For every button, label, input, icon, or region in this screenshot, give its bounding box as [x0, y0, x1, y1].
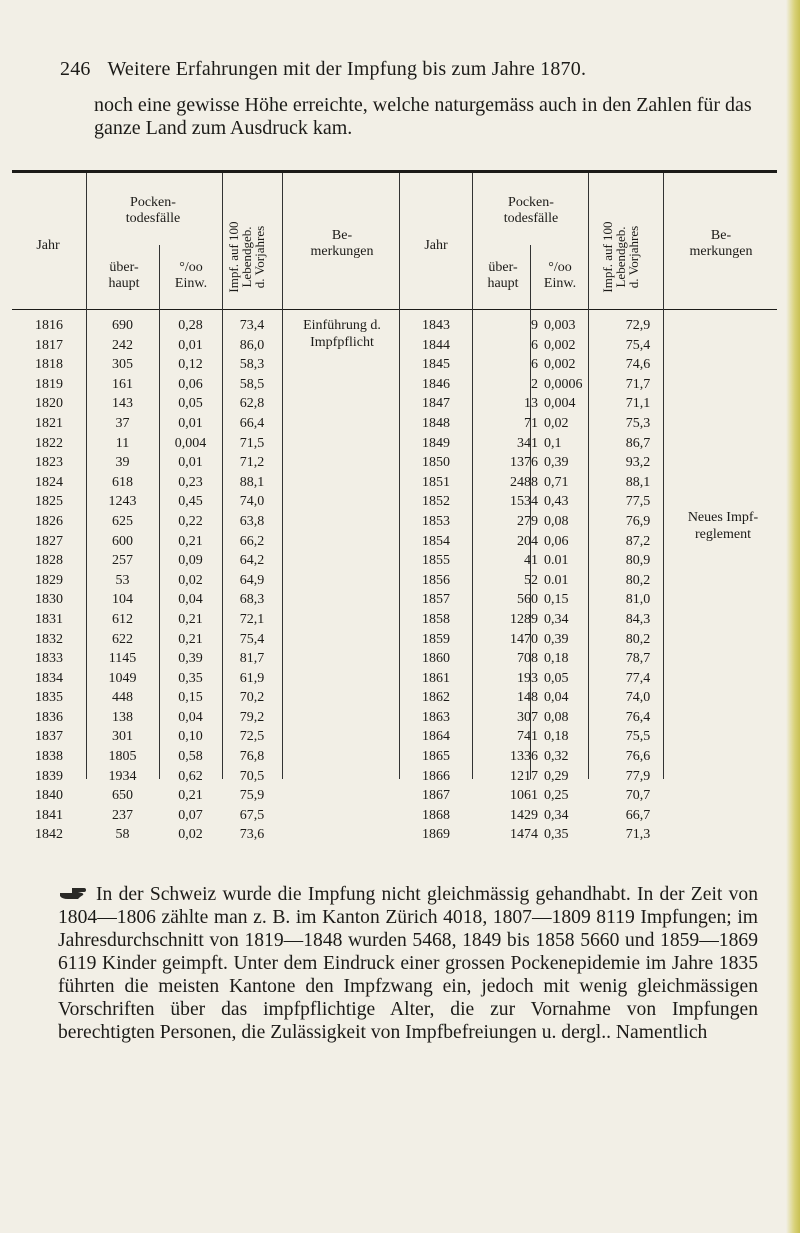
deaths-total-cell: 560: [517, 592, 538, 608]
year-cell: 1864: [422, 729, 450, 745]
deaths-permille-cell: 0,02: [178, 572, 203, 588]
deaths-total-cell: 242: [112, 337, 133, 353]
deaths-total-cell: 341: [517, 435, 538, 451]
deaths-total-cell: 53: [115, 572, 130, 588]
table-row: [12, 414, 777, 434]
deaths-permille-cell: 0,62: [178, 768, 203, 784]
vaccination-rate-cell: 93,2: [625, 455, 651, 471]
table-row: [12, 825, 777, 845]
header-abs-right: über- haupt: [487, 260, 519, 291]
vaccination-rate-cell: 86,7: [625, 435, 651, 451]
running-title: Weitere Erfahrungen mit der Impfung bis zum Jahre 1870.: [107, 58, 587, 80]
header-year-left: Jahr: [36, 238, 60, 253]
deaths-permille-cell: 0,39: [544, 455, 569, 471]
year-cell: 1851: [422, 474, 450, 490]
year-cell: 1855: [422, 553, 450, 569]
deaths-permille-cell: 0,04: [178, 709, 203, 725]
year-cell: 1842: [35, 827, 63, 843]
vaccination-rate-cell: 74,6: [625, 357, 651, 373]
deaths-permille-cell: 0,25: [544, 788, 569, 804]
vaccination-rate-cell: 88,1: [239, 474, 265, 490]
deaths-permille-cell: 0,22: [178, 513, 203, 529]
deaths-permille-cell: 0,08: [544, 513, 569, 529]
year-cell: 1843: [422, 318, 450, 333]
deaths-permille-cell: 0,05: [178, 396, 203, 412]
deaths-permille-cell: 0,02: [178, 827, 203, 843]
deaths-permille-cell: 0,28: [178, 318, 203, 333]
deaths-permille-cell: 0,43: [544, 494, 569, 510]
table-row: [12, 649, 777, 669]
vaccination-rate-cell: 76,6: [625, 749, 651, 765]
year-cell: 1841: [35, 807, 63, 823]
year-cell: 1837: [35, 729, 63, 745]
deaths-permille-cell: 0,15: [178, 690, 203, 706]
intro-paragraph: noch eine gewisse Höhe erreichte, welche naturgemäss auch in den Zahlen für das ganze Land zum Ausdruck kam.: [94, 94, 752, 139]
deaths-permille-cell: 0.01: [544, 553, 569, 569]
deaths-permille-cell: 0,18: [544, 651, 569, 667]
year-cell: 1853: [422, 513, 450, 529]
deaths-permille-cell: 0,45: [178, 494, 203, 510]
deaths-permille-cell: 0,32: [544, 749, 569, 765]
page-edge: [786, 0, 800, 1233]
deaths-permille-cell: 0,01: [178, 337, 203, 353]
vaccination-rate-cell: 61,9: [239, 670, 265, 686]
table-row: [12, 630, 777, 650]
deaths-permille-cell: 0,15: [544, 592, 569, 608]
deaths-total-cell: 1145: [108, 651, 137, 667]
deaths-total-cell: 37: [115, 415, 130, 431]
vaccination-rate-cell: 87,2: [625, 533, 651, 549]
header-vacc-right: Impf. auf 100 Lebendgeb. d. Vorjahres: [600, 221, 641, 293]
year-cell: 1865: [422, 749, 450, 765]
year-cell: 1832: [35, 631, 63, 647]
deaths-total-cell: 9: [531, 318, 538, 333]
table-row: [12, 434, 777, 454]
deaths-total-cell: 1376: [510, 455, 538, 471]
vaccination-rate-cell: 80,9: [625, 553, 651, 569]
vaccination-rate-cell: 79,2: [239, 709, 265, 725]
year-cell: 1821: [35, 415, 63, 431]
deaths-total-cell: 307: [517, 709, 538, 725]
table-row: [12, 394, 777, 414]
header-remarks-left: Be- merkungen: [310, 228, 374, 259]
vaccination-rate-cell: 77,4: [625, 670, 651, 686]
year-cell: 1831: [35, 611, 63, 627]
year-cell: 1866: [422, 768, 450, 784]
deaths-permille-cell: 0,12: [178, 357, 203, 373]
header-permille-left: °/oo Einw.: [174, 260, 208, 291]
page-number: 246: [60, 58, 91, 80]
remark-impfpflicht: Einführung d. Impfpflicht: [303, 318, 381, 350]
deaths-total-cell: 741: [517, 729, 538, 745]
year-cell: 1852: [422, 494, 450, 510]
header-year-right: Jahr: [424, 238, 448, 253]
vaccination-rate-cell: 71,1: [625, 396, 651, 412]
table-row: [12, 512, 777, 532]
year-cell: 1818: [35, 357, 63, 373]
vaccination-rate-cell: 58,5: [239, 376, 265, 392]
deaths-total-cell: 104: [112, 592, 133, 608]
deaths-total-cell: 1805: [108, 749, 137, 765]
vaccination-rate-cell: 67,5: [239, 807, 265, 823]
deaths-permille-cell: 0,09: [178, 553, 203, 569]
vaccination-rate-cell: 76,8: [239, 749, 265, 765]
remark-neues-reglement: Neues Impf- reglement: [687, 510, 759, 542]
year-cell: 1820: [35, 396, 63, 412]
deaths-total-cell: 612: [112, 611, 133, 627]
table-row: [12, 355, 777, 375]
vaccination-rate-cell: 81,7: [239, 651, 265, 667]
vaccination-rate-cell: 72,9: [625, 318, 651, 333]
deaths-total-cell: 1470: [510, 631, 538, 647]
table-row: [12, 688, 777, 708]
year-cell: 1846: [422, 376, 450, 392]
year-cell: 1848: [422, 415, 450, 431]
deaths-permille-cell: 0,34: [544, 611, 569, 627]
deaths-permille-cell: 0,58: [178, 749, 203, 765]
deaths-total-cell: 1429: [510, 807, 538, 823]
vaccination-rate-cell: 77,5: [625, 494, 651, 510]
table-row: [12, 492, 777, 512]
year-cell: 1857: [422, 592, 450, 608]
deaths-permille-cell: 0,23: [178, 474, 203, 490]
vaccination-rate-cell: 64,2: [239, 553, 265, 569]
deaths-permille-cell: 0,04: [178, 592, 203, 608]
year-cell: 1824: [35, 474, 63, 490]
deaths-total-cell: 58: [115, 827, 130, 843]
deaths-permille-cell: 0,004: [174, 435, 207, 451]
year-cell: 1856: [422, 572, 450, 588]
vaccination-rate-cell: 74,0: [625, 690, 651, 706]
deaths-permille-cell: 0.01: [544, 572, 569, 588]
year-cell: 1819: [35, 376, 63, 392]
year-cell: 1827: [35, 533, 63, 549]
deaths-total-cell: 1049: [108, 670, 137, 686]
table-row: [12, 727, 777, 747]
deaths-permille-cell: 0,21: [178, 533, 203, 549]
header-deaths-right: Pocken- todesfälle: [503, 195, 559, 226]
deaths-total-cell: 257: [112, 553, 133, 569]
deaths-total-cell: 2: [531, 376, 538, 392]
deaths-permille-cell: 0,39: [178, 651, 203, 667]
year-cell: 1850: [422, 455, 450, 471]
deaths-permille-cell: 0,21: [178, 788, 203, 804]
deaths-total-cell: 448: [112, 690, 133, 706]
table-row: [12, 473, 777, 493]
deaths-permille-cell: 0,21: [178, 611, 203, 627]
vaccination-rate-cell: 64,9: [239, 572, 265, 588]
deaths-total-cell: 1474: [510, 827, 538, 843]
year-cell: 1822: [35, 435, 63, 451]
vaccination-rate-cell: 73,6: [239, 827, 265, 843]
deaths-permille-cell: 0,34: [544, 807, 569, 823]
deaths-total-cell: 690: [112, 318, 133, 333]
year-cell: 1817: [35, 337, 63, 353]
deaths-total-cell: 1534: [510, 494, 538, 510]
vaccination-rate-cell: 70,7: [625, 788, 651, 804]
deaths-total-cell: 618: [112, 474, 133, 490]
vaccination-rate-cell: 74,0: [239, 494, 265, 510]
deaths-total-cell: 39: [115, 455, 130, 471]
year-cell: 1845: [422, 357, 450, 373]
vaccination-rate-cell: 72,5: [239, 729, 265, 745]
deaths-total-cell: 6: [531, 337, 538, 353]
deaths-total-cell: 625: [112, 513, 133, 529]
deaths-permille-cell: 0,003: [544, 318, 576, 333]
year-cell: 1861: [422, 670, 450, 686]
table-row: [12, 708, 777, 728]
year-cell: 1858: [422, 611, 450, 627]
deaths-permille-cell: 0,35: [544, 827, 569, 843]
year-cell: 1825: [35, 494, 63, 510]
table-row: [12, 610, 777, 630]
deaths-total-cell: 622: [112, 631, 133, 647]
deaths-total-cell: 13: [524, 396, 538, 412]
header-remarks-right: Be- merkungen: [689, 228, 753, 259]
vaccination-rate-cell: 71,2: [239, 455, 265, 471]
deaths-permille-cell: 0,04: [544, 690, 569, 706]
vaccination-rate-cell: 77,9: [625, 768, 651, 784]
table-row: [12, 786, 777, 806]
deaths-permille-cell: 0,10: [178, 729, 203, 745]
deaths-permille-cell: 0,06: [178, 376, 203, 392]
deaths-total-cell: 600: [112, 533, 133, 549]
deaths-total-cell: 305: [112, 357, 133, 373]
deaths-total-cell: 11: [115, 435, 130, 451]
deaths-total-cell: 193: [517, 670, 538, 686]
year-cell: 1835: [35, 690, 63, 706]
year-cell: 1869: [422, 827, 450, 843]
deaths-permille-cell: 0,02: [544, 415, 569, 431]
deaths-total-cell: 2488: [510, 474, 538, 490]
vaccination-rate-cell: 75,3: [625, 415, 651, 431]
year-cell: 1847: [422, 396, 450, 412]
vaccination-rate-cell: 66,4: [239, 415, 265, 431]
year-cell: 1867: [422, 788, 450, 804]
vaccination-rate-cell: 84,3: [625, 611, 651, 627]
vaccination-rate-cell: 70,2: [239, 690, 265, 706]
deaths-permille-cell: 0,35: [178, 670, 203, 686]
year-cell: 1826: [35, 513, 63, 529]
table-row: [12, 571, 777, 591]
deaths-total-cell: 237: [112, 807, 133, 823]
year-cell: 1838: [35, 749, 63, 765]
table-row: [12, 669, 777, 689]
deaths-total-cell: 41: [524, 553, 538, 569]
deaths-permille-cell: 0,01: [178, 455, 203, 471]
year-cell: 1834: [35, 670, 63, 686]
deaths-permille-cell: 0,18: [544, 729, 569, 745]
vaccination-rate-cell: 80,2: [625, 572, 651, 588]
year-cell: 1833: [35, 651, 63, 667]
deaths-total-cell: 708: [517, 651, 538, 667]
header-permille-right: °/oo Einw.: [543, 260, 577, 291]
year-cell: 1859: [422, 631, 450, 647]
vaccination-rate-cell: 76,9: [625, 513, 651, 529]
table-row: [12, 747, 777, 767]
vaccination-rate-cell: 78,7: [625, 651, 651, 667]
year-cell: 1830: [35, 592, 63, 608]
deaths-total-cell: 1336: [510, 749, 538, 765]
year-cell: 1839: [35, 768, 63, 784]
table-row: [12, 767, 777, 787]
year-cell: 1829: [35, 572, 63, 588]
vaccination-rate-cell: 75,5: [625, 729, 651, 745]
table-row: [12, 375, 777, 395]
year-cell: 1840: [35, 788, 63, 804]
deaths-total-cell: 52: [524, 572, 538, 588]
vaccination-table: [12, 316, 777, 845]
deaths-permille-cell: 0,002: [544, 337, 576, 353]
deaths-total-cell: 204: [517, 533, 538, 549]
year-cell: 1844: [422, 337, 450, 353]
vaccination-rate-cell: 75,4: [625, 337, 651, 353]
table-row: [12, 532, 777, 552]
deaths-permille-cell: 0,07: [178, 807, 203, 823]
deaths-total-cell: 6: [531, 357, 538, 373]
table-row: [12, 453, 777, 473]
table-row: [12, 551, 777, 571]
deaths-permille-cell: 0,29: [544, 768, 569, 784]
vaccination-rate-cell: 73,4: [239, 318, 265, 333]
deaths-permille-cell: 0,05: [544, 670, 569, 686]
vaccination-rate-cell: 80,2: [625, 631, 651, 647]
running-header: [60, 58, 586, 81]
deaths-permille-cell: 0,1: [544, 435, 562, 451]
vaccination-rate-cell: 70,5: [239, 768, 265, 784]
year-cell: 1816: [35, 318, 63, 333]
deaths-permille-cell: 0,002: [544, 357, 576, 373]
deaths-total-cell: 1061: [510, 788, 538, 804]
body-paragraph: [58, 883, 758, 1044]
year-cell: 1836: [35, 709, 63, 725]
deaths-permille-cell: 0,71: [544, 474, 569, 490]
deaths-total-cell: 1217: [510, 768, 538, 784]
vaccination-rate-cell: 86,0: [239, 337, 265, 353]
vaccination-rate-cell: 76,4: [625, 709, 651, 725]
deaths-total-cell: 1289: [510, 611, 538, 627]
year-cell: 1868: [422, 807, 450, 823]
table-row: [12, 806, 777, 826]
deaths-total-cell: 279: [517, 513, 538, 529]
header-deaths-left: Pocken- todesfälle: [125, 195, 181, 226]
vaccination-rate-cell: 63,8: [239, 513, 265, 529]
year-cell: 1863: [422, 709, 450, 725]
year-cell: 1860: [422, 651, 450, 667]
deaths-permille-cell: 0,0006: [544, 376, 583, 392]
deaths-total-cell: 143: [112, 396, 133, 412]
deaths-permille-cell: 0,08: [544, 709, 569, 725]
vaccination-rate-cell: 66,7: [625, 807, 651, 823]
vaccination-rate-cell: 71,3: [625, 827, 651, 843]
vaccination-rate-cell: 75,9: [239, 788, 265, 804]
vaccination-rate-cell: 58,3: [239, 357, 265, 373]
pointing-hand-icon: [58, 884, 88, 902]
deaths-total-cell: 1934: [108, 768, 137, 784]
vaccination-rate-cell: 72,1: [239, 611, 265, 627]
vaccination-rate-cell: 75,4: [239, 631, 265, 647]
header-vacc-left: Impf. auf 100 Lebendgeb. d. Vorjahres: [226, 221, 267, 293]
year-cell: 1862: [422, 690, 450, 706]
header-abs-left: über- haupt: [108, 260, 140, 291]
deaths-permille-cell: 0,39: [544, 631, 569, 647]
deaths-total-cell: 301: [112, 729, 133, 745]
vaccination-rate-cell: 88,1: [625, 474, 651, 490]
vaccination-rate-cell: 71,7: [625, 376, 651, 392]
body-paragraph-text: In der Schweiz wurde die Impfung nicht gleichmässig gehandhabt. In der Zeit von 1804—1806 zählte man z. B. im Kanton Zürich 4018, 1807—1809 8119 Impfungen; im Jahresdurchschnitt von 1819—1848 wurden 5468, 1849 bis 1858 5660 und 1859—1869 6119 Kinder geimpft. Unter dem Eindruck einer grossen Pockenepidemie im Jahre 1835 führten die meisten Kantone den Impfzwang ein, jedoch mit wenig gleichmässigen Vorschriften über das impfpflichtige Alter, die zur Vornahme von Impfungen berechtigten Personen, die Zulässigkeit von Impfbefreiungen u. dergl.. Namentlich: [58, 884, 758, 1043]
deaths-total-cell: 1243: [108, 494, 137, 510]
vaccination-rate-cell: 66,2: [239, 533, 265, 549]
deaths-total-cell: 138: [112, 709, 133, 725]
deaths-total-cell: 650: [112, 788, 133, 804]
deaths-permille-cell: 0,01: [178, 415, 203, 431]
vaccination-rate-cell: 81,0: [625, 592, 651, 608]
deaths-permille-cell: 0,06: [544, 533, 569, 549]
deaths-total-cell: 148: [517, 690, 538, 706]
year-cell: 1828: [35, 553, 63, 569]
vaccination-rate-cell: 62,8: [239, 396, 265, 412]
deaths-permille-cell: 0,21: [178, 631, 203, 647]
table-row: [12, 590, 777, 610]
year-cell: 1823: [35, 455, 63, 471]
vaccination-rate-cell: 68,3: [239, 592, 265, 608]
deaths-total-cell: 161: [112, 376, 133, 392]
year-cell: 1849: [422, 435, 450, 451]
vaccination-rate-cell: 71,5: [239, 435, 265, 451]
deaths-total-cell: 71: [524, 415, 538, 431]
year-cell: 1854: [422, 533, 450, 549]
deaths-permille-cell: 0,004: [544, 396, 576, 412]
